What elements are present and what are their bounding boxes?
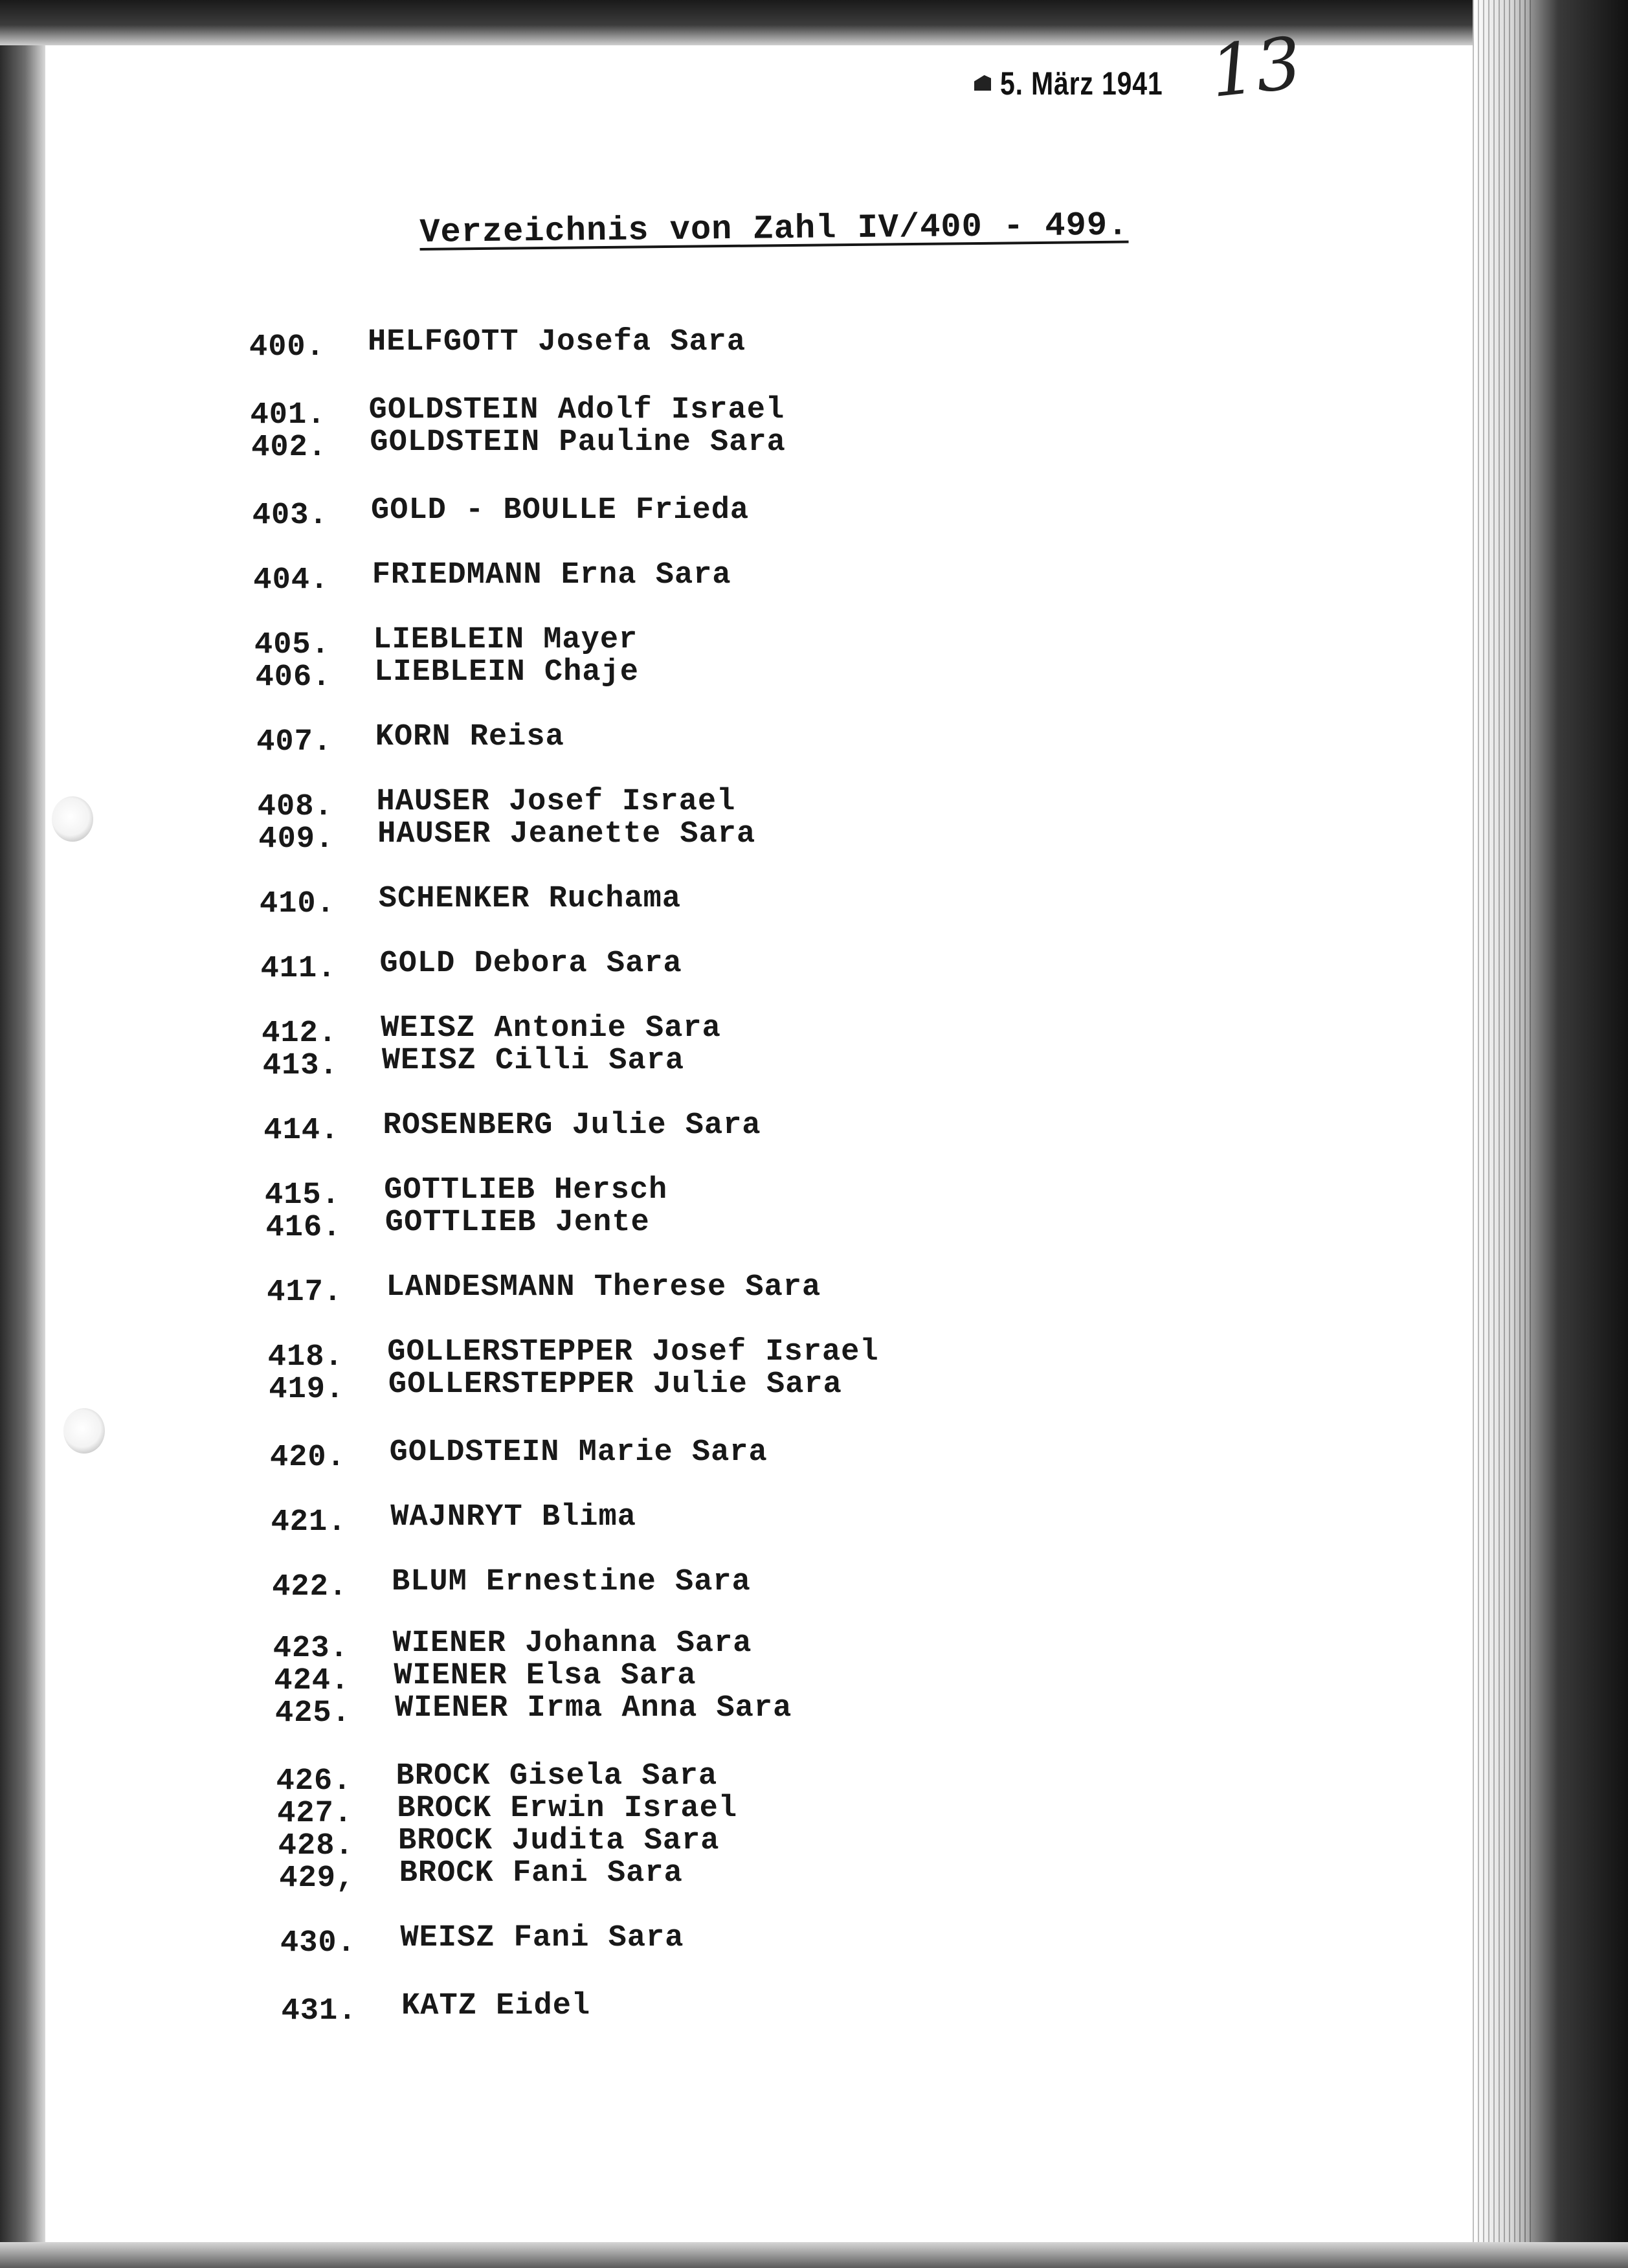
handwritten-page-number: 13 [1206,21,1306,113]
entry-name: KORN Reisa [375,720,564,754]
entry-number: 431. [281,1994,357,2028]
entry-number: 417. [267,1275,343,1310]
entry-number: 421. [271,1505,347,1540]
entry-number: 414. [263,1114,340,1148]
entry-number: 408. [257,790,333,824]
entry-number: 409. [258,822,335,857]
entry-name: ROSENBERG Julie Sara [383,1108,761,1143]
entry-name: LIEBLEIN Mayer [373,623,638,657]
entry-number: 401. [250,398,326,432]
entry-number: 428. [278,1829,354,1863]
entry-name: BROCK Fani Sara [399,1856,683,1891]
entry-number: 420. [270,1441,346,1475]
entry-name: GOLDSTEIN Marie Sara [389,1435,768,1470]
document-title: Verzeichnis von Zahl IV/400 - 499. [419,206,1129,252]
entry-number: 406. [255,660,331,695]
entry-name: GOLLERSTEPPER Julie Sara [388,1367,842,1402]
entry-number: 416. [265,1211,342,1245]
entry-number: 423. [273,1632,349,1666]
entry-number: 427. [277,1797,353,1831]
entry-number: 402. [251,431,328,465]
entry-number: 418. [267,1340,344,1375]
entry-name: LANDESMANN Therese Sara [386,1270,821,1305]
entry-number: 426. [276,1764,352,1799]
entry-number: 405. [254,628,330,662]
entry-name: GOLDSTEIN Adolf Israel [368,393,785,427]
entry-number: 411. [260,952,337,986]
entry-name: BROCK Erwin Israel [397,1791,738,1826]
entry-name: FRIEDMANN Erna Sara [372,558,731,592]
entry-name: WIENER Johanna Sara [392,1626,752,1661]
entry-name: HAUSER Josef Israel [376,785,736,819]
entry-number: 425. [275,1696,351,1731]
entry-number: 407. [256,725,333,759]
entry-name: GOLLERSTEPPER Josef Israel [387,1335,879,1369]
entry-name: BROCK Gisela Sara [396,1759,718,1793]
stamp-date: 5. März 1941 [1000,65,1163,102]
entry-name: GOTTLIEB Hersch [384,1173,668,1207]
entry-number: 413. [262,1049,339,1083]
entry-number: 410. [260,887,335,921]
entry-name: WEISZ Antonie Sara [381,1011,721,1046]
entry-name: GOLD - BOULLE Frieda [371,493,750,528]
entry-number: 419. [269,1373,345,1407]
entry-name: KATZ Eidel [401,1989,591,2023]
entry-name: LIEBLEIN Chaje [374,655,639,690]
entry-number: 412. [262,1016,338,1051]
entry-name: BROCK Judita Sara [398,1824,720,1858]
entry-name: GOLD Debora Sara [379,947,682,981]
entry-number: 424. [274,1664,350,1698]
entry-number: 404. [253,563,329,598]
entry-number: 403. [252,499,328,533]
entry-name: BLUM Ernestine Sara [391,1565,751,1599]
entry-number: 429, [279,1861,355,1896]
entry-name: WIENER Irma Anna Sara [395,1691,792,1725]
entry-name: GOTTLIEB Jente [385,1206,650,1240]
entry-name: HAUSER Jeanette Sara [377,817,756,851]
entry-name: WEISZ Cilli Sara [381,1044,685,1078]
entry-name: GOLDSTEIN Pauline Sara [370,425,786,460]
entry-number: 430. [280,1926,356,1960]
entry-name: SCHENKER Ruchama [378,882,682,916]
entry-number: 400. [249,330,325,365]
entry-name: WEISZ Fani Sara [400,1921,684,1955]
entry-number: 415. [265,1178,340,1213]
entry-name: WIENER Elsa Sara [394,1659,697,1693]
entry-name: HELFGOTT Josefa Sara [368,325,746,359]
entry-name: WAJNRYT Blima [390,1500,636,1534]
entry-number: 422. [272,1570,348,1604]
